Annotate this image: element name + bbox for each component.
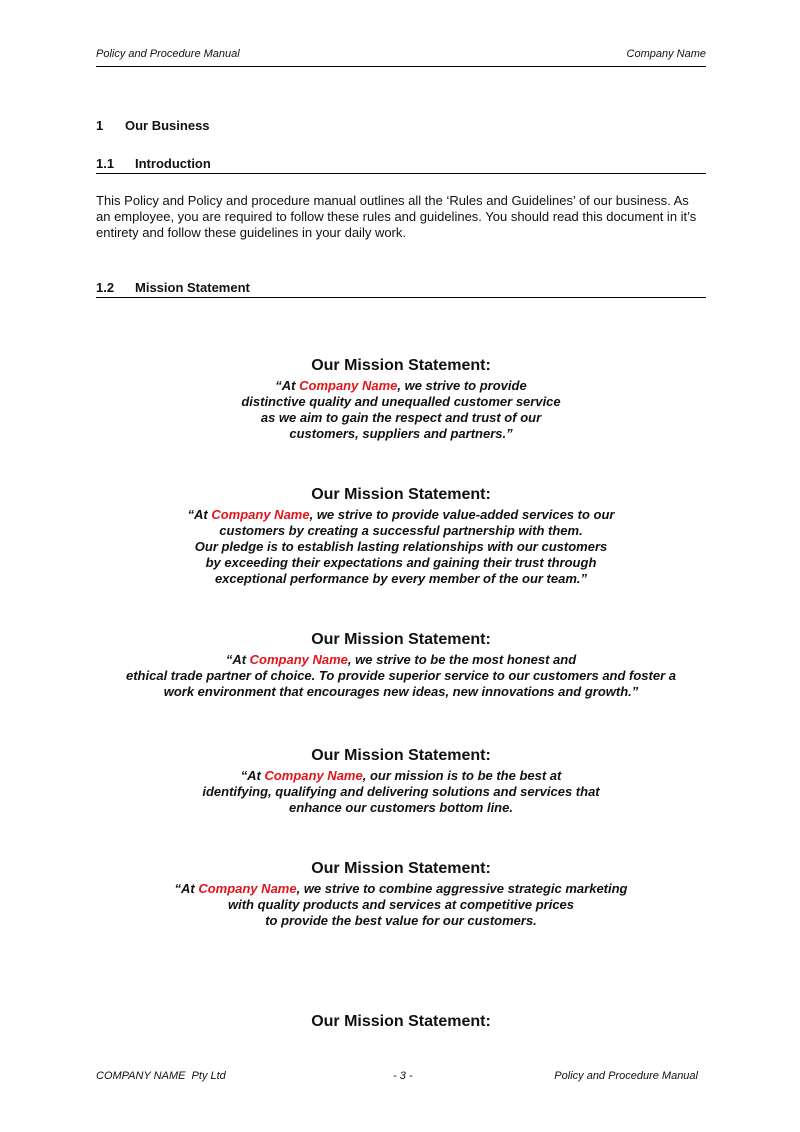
quote-line: exceptional performance by every member of the our team.” [214, 571, 588, 586]
quote-prefix: “At [225, 652, 250, 667]
quote-prefix: “At [174, 881, 199, 896]
quote-line: , we strive to provide value-added services to our [309, 507, 615, 522]
page-footer [96, 1070, 706, 1086]
quote-prefix: “At [187, 507, 212, 522]
quote-line: as we aim to gain the respect and trust of our [260, 410, 542, 425]
quote-prefix: “At [275, 378, 300, 393]
subsection-number: 1.1 [96, 156, 115, 171]
quote-line: distinctive quality and unequalled customer service [241, 394, 561, 409]
page-number: - 3 - [393, 1070, 413, 1082]
mission-title: Our Mission Statement: [311, 486, 491, 503]
mission-quote [96, 652, 706, 700]
quote-line: , we strive to provide [397, 378, 527, 393]
section-title: Our Business [125, 118, 210, 133]
company-name-placeholder: Company Name [264, 768, 363, 783]
quote-line: by exceeding their expectations and gaining their trust through [205, 555, 597, 570]
subsection-title: Mission Statement [135, 280, 250, 295]
subsection-heading-mission-statement [96, 280, 706, 298]
quote-line: work environment that encourages new ideas, new innovations and growth.” [163, 684, 639, 699]
quote-line: customers, suppliers and partners.” [289, 426, 513, 441]
section-number: 1 [96, 118, 104, 133]
mission-title: Our Mission Statement: [311, 1013, 491, 1030]
mission-statement-block [96, 1012, 706, 1034]
header-manual-title: Policy and Procedure Manual [96, 48, 240, 60]
company-name-placeholder: Company Name [249, 652, 348, 667]
quote-line: customers by creating a successful partnership with them. [219, 523, 583, 538]
company-name-placeholder: Company Name [198, 881, 297, 896]
quote-line: to provide the best value for our customers. [265, 913, 537, 928]
subsection-title: Introduction [135, 156, 211, 171]
mission-statement-block [96, 859, 706, 929]
footer-manual-title: Policy and Procedure Manual [554, 1070, 698, 1082]
quote-prefix: “At [240, 768, 265, 783]
quote-line: enhance our customers bottom line. [289, 800, 513, 815]
introduction-paragraph: This Policy and Policy and procedure manual outlines all the ‘Rules and Guidelines’ of our business. As an employee, you are required to follow these rules and guidelines. You should read this document in it’s entirety and follow these guidelines in your daily work. [96, 193, 697, 240]
company-name-placeholder: Company Name [299, 378, 398, 393]
mission-title: Our Mission Statement: [311, 357, 491, 374]
quote-line: ethical trade partner of choice. To provide superior service to our customers and foster a [126, 668, 676, 683]
quote-line: , we strive to be the most honest and [347, 652, 577, 667]
subsection-heading-introduction [96, 156, 706, 174]
mission-title: Our Mission Statement: [311, 860, 491, 877]
quote-line: with quality products and services at competitive prices [227, 897, 575, 912]
mission-title: Our Mission Statement: [311, 631, 491, 648]
quote-line: Our pledge is to establish lasting relationships with our customers [194, 539, 608, 554]
mission-quote [96, 881, 706, 929]
company-name-placeholder: Company Name [211, 507, 310, 522]
quote-line: , our mission is to be the best at [362, 768, 562, 783]
footer-company: COMPANY NAME Pty Ltd [96, 1070, 226, 1082]
section-heading-our-business [96, 118, 210, 133]
mission-statement-block [96, 356, 706, 442]
mission-statement-block [96, 485, 706, 587]
quote-line: identifying, qualifying and delivering solutions and services that [202, 784, 600, 799]
mission-quote [96, 378, 706, 442]
mission-statement-block [96, 630, 706, 700]
mission-quote [96, 507, 706, 587]
header-company-name: Company Name [626, 48, 706, 60]
mission-quote [96, 768, 706, 816]
page-header [96, 48, 706, 67]
mission-title: Our Mission Statement: [311, 747, 491, 764]
mission-statement-block [96, 746, 706, 816]
subsection-number: 1.2 [96, 280, 115, 295]
quote-line: , we strive to combine aggressive strategic marketing [296, 881, 628, 896]
